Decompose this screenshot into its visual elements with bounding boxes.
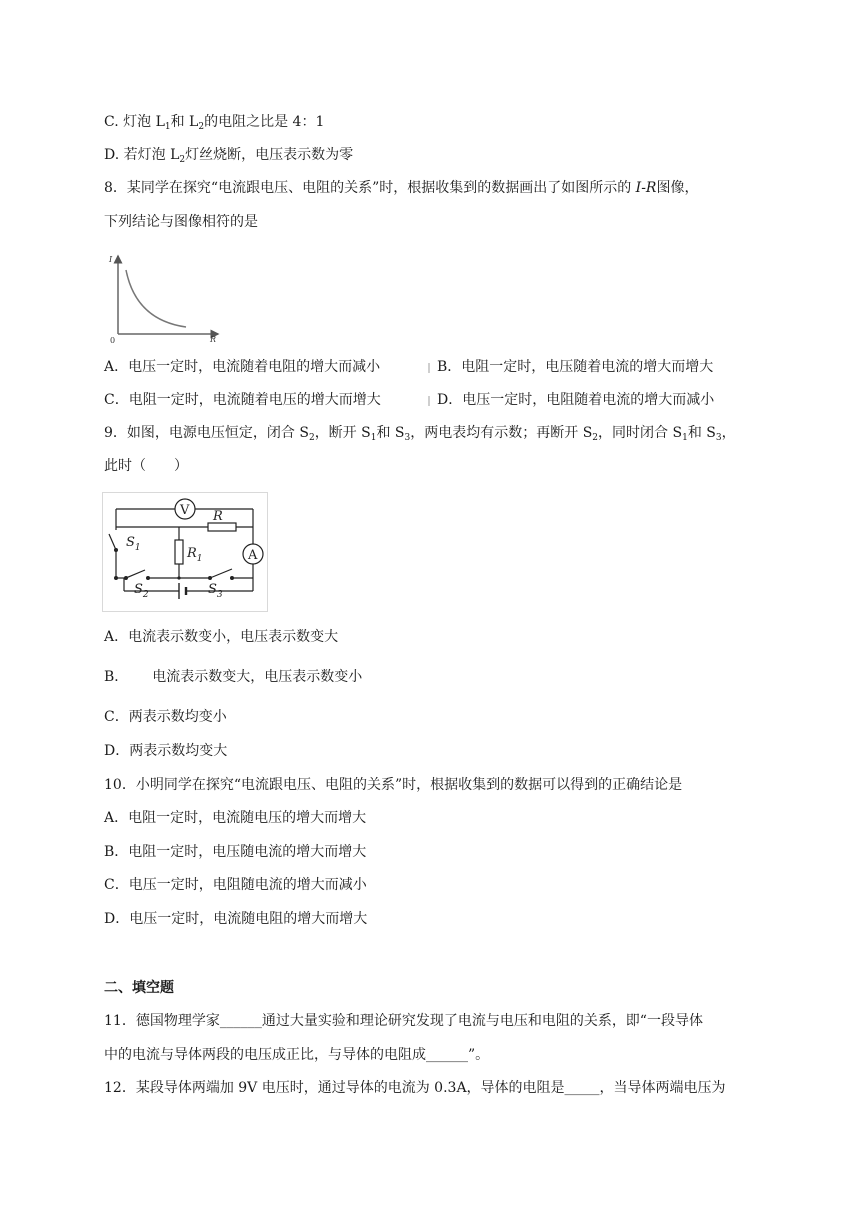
q9-stem-line2: 此时（ ） [104, 458, 188, 474]
q12-line1: 12．某段导体两端加 9V 电压时，通过导体的电流为 0.3A，导体的电阻是_____，当导体两端电压为 [104, 1080, 726, 1096]
section-title: 二、填空题 [104, 980, 174, 996]
q9-option-b: B． 电流表示数变大，电压表示数变小 [104, 669, 363, 685]
q8-option-c: C．电阻一定时，电流随着电压的增大而增大 [104, 392, 381, 408]
q7-option-d: D. 若灯泡 $L_2$灯丝烧断，电压表示数为零 [104, 147, 354, 165]
origin-label: 0 [110, 336, 116, 344]
q8-option-b: B．电阻一定时，电压随着电流的增大而增大 [437, 359, 714, 375]
q8-option-a: A．电压一定时，电流随着电阻的增大而减小 [104, 359, 381, 375]
q10-stem: 10．小明同学在探究“电流跟电压、电阻的关系”时，根据收集到的数据可以得到的正确结论是 [104, 777, 683, 793]
option-separator [428, 363, 430, 373]
q9-option-c: C．两表示数均变小 [104, 709, 227, 725]
voltmeter-label: V [180, 503, 190, 518]
inverse-curve [126, 270, 186, 327]
switch-s2-label: $S_2$ [134, 582, 149, 600]
i-r-graph [106, 250, 222, 344]
q8-stem-line1: 8．某同学在探究“电流跟电压、电阻的关系”时，根据收集到的数据画出了如图所示的 I-R图像， [104, 180, 699, 196]
resistor-r-icon [208, 523, 236, 531]
q9-option-a: A．电流表示数变小，电压表示数变大 [104, 629, 339, 645]
q10-option-a: A．电阻一定时，电流随电压的增大而增大 [104, 810, 367, 826]
resistor-r-label: R [213, 509, 223, 524]
q10-option-d: D．电压一定时，电流随电阻的增大而增大 [104, 911, 368, 927]
q9-option-d: D．两表示数均变大 [104, 743, 228, 759]
circuit-diagram [102, 492, 268, 612]
resistor-r1-label: $R_1$ [187, 546, 203, 564]
resistor-r1-icon [175, 540, 183, 564]
switch-s3-label: $S_3$ [208, 582, 223, 600]
r-axis-label: R [210, 335, 217, 344]
switch-s1-label: $S_1$ [126, 535, 141, 553]
q9-stem-line1: 9．如图，电源电压恒定，闭合 $S_2$，断开 $S_1$和 $S_3$，两电表均有示数；再断开 $S_2$，同时闭合 $S_1$和 $S_3$， [104, 425, 736, 443]
q8-stem-line2: 下列结论与图像相符的是 [104, 214, 258, 230]
q10-option-b: B．电阻一定时，电压随电流的增大而增大 [104, 844, 367, 860]
q8-option-d: D．电压一定时，电阻随着电流的增大而减小 [437, 392, 715, 408]
q7-option-c: C. 灯泡 $L_1$和 $L_2$的电阻之比是 4：1 [104, 114, 325, 132]
q11-line1: 11．德国物理学家______通过大量实验和理论研究发现了电流与电压和电阻的关系，即“一段导体 [104, 1013, 703, 1029]
q11-line2: 中的电流与导体两段的电压成正比，与导体的电阻成______”。 [104, 1047, 490, 1063]
ammeter-label: A [248, 548, 258, 563]
q10-option-c: C．电压一定时，电阻随电流的增大而减小 [104, 877, 367, 893]
option-separator [428, 396, 430, 406]
i-axis-label: I [109, 255, 113, 264]
